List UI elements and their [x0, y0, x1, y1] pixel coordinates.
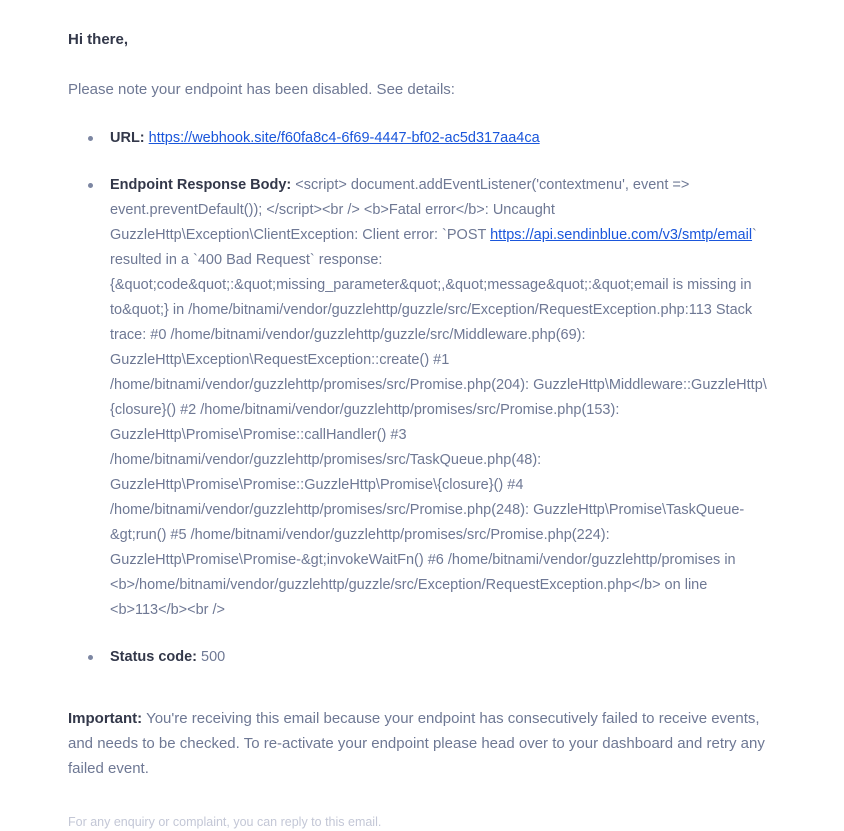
sendinblue-api-link[interactable]: https://api.sendinblue.com/v3/smtp/email — [490, 227, 753, 243]
intro-text: Please note your endpoint has been disabled. See details: — [68, 81, 455, 98]
list-item-status-code — [110, 645, 776, 670]
greeting-text: Hi there, — [68, 31, 129, 48]
url-label: URL: — [110, 130, 145, 146]
response-body-label: Endpoint Response Body: — [110, 177, 292, 193]
status-code-label: Status code: — [110, 649, 198, 665]
important-label: Important: — [68, 710, 143, 727]
response-body-text-before-link: <script> document.addEventListener('contextmenu', event => event.preventDefault()); </script><br /> <b>Fatal error</b>: Uncaught GuzzleHttp\Exception\ClientException: Client error: `POST — [110, 177, 690, 243]
list-item-url — [110, 126, 776, 151]
important-notice — [68, 706, 776, 781]
footer-note: For any enquiry or complaint, you can reply to this email. — [68, 815, 382, 829]
response-body-text-after-link: ` resulted in a `400 Bad Request` response: {&quot;code&quot;:&quot;missing_parameter&quot;,&quot;message&quot;:&quot;email is missing in to&quot;} in /home/bitnami/vendor/guzzlehttp/guzzle/src/Exception/RequestException.php:113 Stack trace: #0 /home/bitnami/vendor/guzzlehttp/guzzle/src/Middleware.php(69): GuzzleHttp\Exception\RequestException::create() #1 /home/bitnami/vendor/guzzlehttp/promises/src/Promise.php(204): GuzzleHttp\Middleware::GuzzleHttp\{closure}() #2 /home/bitnami/vendor/guzzlehttp/promises/src/Promise.php(153): GuzzleHttp\Promise\Promise::callHandler() #3 /home/bitnami/vendor/guzzlehttp/promises/src/TaskQueue.php(48): GuzzleHttp\Promise\Promise::GuzzleHttp\Promise\{closure}() #4 /home/bitnami/vendor/guzzlehttp/promises/src/Promise.php(248): GuzzleHttp\Promise\TaskQueue-&gt;run() #5 /home/bitnami/vendor/guzzlehttp/promises/src/Promise.php(224): GuzzleHttp\Promise\Promise-&gt;invokeWaitFn() #6 /home/bitnami/vendor/guzzlehttp/promises in <b>/home/bitnami/vendor/guzzlehttp/guzzle/src/Exception/RequestException.php</b> on line <b>113</b><br /> — [110, 227, 767, 618]
endpoint-detail-list — [68, 126, 776, 670]
important-text: You're receiving this email because your endpoint has consecutively failed to receive events, and needs to be checked. To re-activate your endpoint please head over to your dashboard and retry any failed event. — [68, 710, 765, 777]
list-item-response-body — [110, 173, 776, 623]
status-code-value: 500 — [201, 649, 226, 665]
webhook-url-link[interactable]: https://webhook.site/f60fa8c4-6f69-4447-bf02-ac5d317aa4ca — [148, 130, 540, 146]
